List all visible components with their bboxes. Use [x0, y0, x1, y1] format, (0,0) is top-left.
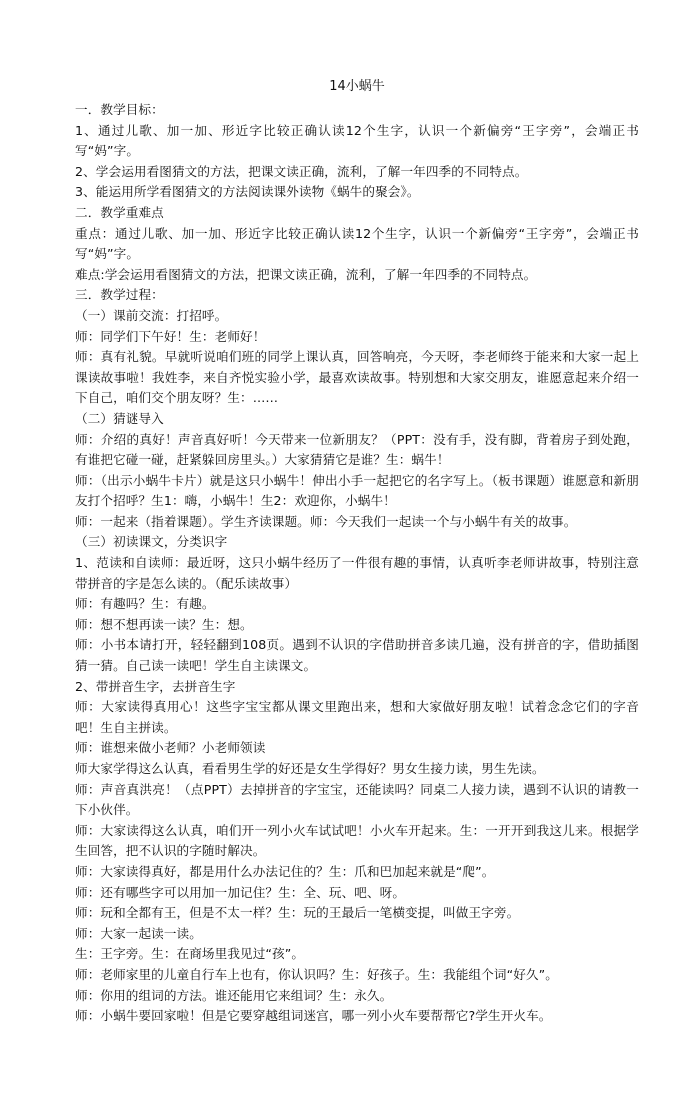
- paragraph: 师：真有礼貌。早就听说咱们班的同学上课认真，回答响亮，今天呀，李老师终于能来和大家一起上课读故事啦！我姓李，来自齐悦实验小学，最喜欢读故事。特别想和大家交朋友，谁愿意起来介绍一下自己，咱们交个朋友呀？生：……: [75, 349, 639, 406]
- paragraph: 1、通过儿歌、加一加、形近字比较正确认读12个生字，认识一个新偏旁“王字旁”，会端正书写“妈”字。: [75, 122, 639, 159]
- paragraph: （一）课前交流：打招呼。: [75, 307, 228, 323]
- paragraph: 1、范读和自读师：最近呀，这只小蜗牛经历了一件很有趣的事情，认真听李老师讲故事，特别注意带拼音的字是怎么读的。（配乐读故事）: [75, 555, 639, 591]
- paragraph: 2、带拼音生字，去拼音生字: [75, 678, 236, 694]
- paragraph: 2、学会运用看图猜文的方法，把课文读正确，流利，了解一年四季的不同特点。: [75, 163, 528, 179]
- paragraph: 师：还有哪些字可以用加一加记住？生：全、玩、吧、呀。: [75, 884, 406, 900]
- paragraph: 师：大家读得真好，都是用什么办法记住的？生：爪和巴加起来就是“爬”。: [75, 863, 495, 879]
- paragraph: 师：有趣吗？生：有趣。: [75, 596, 215, 612]
- document-title: 14小蜗牛: [329, 79, 385, 94]
- paragraph: 师：老师家里的儿童自行车上也有，你认识吗？生：好孩子。生：我能组个词“好久”。: [75, 966, 558, 982]
- paragraph: 二．教学重难点: [75, 204, 164, 220]
- paragraph: 生：王字旁。生：在商场里我见过“孩”。: [75, 946, 305, 962]
- paragraph: 师：玩和全都有王，但是不太一样？生：玩的王最后一笔横变提，叫做王字旁。: [75, 905, 520, 921]
- paragraph: 师：大家读得真用心！这些字宝宝都从课文里跑出来，想和大家做好朋友啦！试着念念它们的字音吧！生自主拼读。: [75, 699, 639, 735]
- paragraph: 师：一起来（指着课题）。学生齐读课题。师：今天我们一起读一个与小蜗牛有关的故事。: [75, 513, 577, 529]
- paragraph: 师：想不想再读一读？生：想。: [75, 616, 253, 632]
- paragraph: 师：大家读得这么认真，咱们开一列小火车试试吧！小火车开起来。生：一开开到我这儿来。根据学生回答，把不认识的字随时解决。: [75, 822, 639, 859]
- paragraph: （三）初读课文，分类识字: [75, 534, 228, 550]
- paragraph: 师：大家一起读一读。: [75, 925, 202, 941]
- paragraph: 师：小书本请打开，轻轻翻到108页。遇到不认识的字借助拼音多读几遍，没有拼音的字，借助插图猜一猜。自己读一读吧！学生自主读课文。: [75, 637, 639, 674]
- paragraph: 3、能运用所学看图猜文的方法阅读课外读物《蜗牛的聚会》。: [75, 184, 420, 200]
- paragraph: 难点:学会运用看图猜文的方法，把课文读正确，流利，了解一年四季的不同特点。: [75, 266, 537, 282]
- paragraph: 师：你用的组词的方法。谁还能用它来组词？生：永久。: [75, 987, 393, 1003]
- paragraph: 重点：通过儿歌、加一加、形近字比较正确认读12个生字，认识一个新偏旁“王字旁”，会端正书写“妈”字。: [75, 225, 639, 262]
- paragraph: 师：声音真洪亮！（点PPT）去掉拼音的字宝宝，还能读吗？同桌二人接力读，遇到不认识的请教一下小伙伴。: [75, 781, 639, 818]
- paragraph: 三．教学过程：: [75, 287, 164, 303]
- paragraph: 师：（出示小蜗牛卡片）就是这只小蜗牛！伸出小手一起把它的名字写上。（板书课题）谁愿意和新朋友打个招呼？生1：嗨，小蜗牛！生2：欢迎你，小蜗牛！: [75, 472, 639, 509]
- paragraph: 师：介绍的真好！声音真好听！今天带来一位新朋友？（PPT：没有手，没有脚，背着房子到处跑，有谁把它碰一碰，赶紧躲回房里头。）大家猜猜它是谁？生：蜗牛！: [75, 431, 639, 468]
- paragraph: （二）猜谜导入: [75, 410, 164, 426]
- paragraph: 一．教学目标：: [75, 102, 164, 117]
- paragraph: 师：谁想来做小老师？小老师领读: [75, 740, 266, 756]
- paragraph: 师：小蜗牛要回家啦！但是它要穿越组词迷宫，哪一列小火车要帮帮它?学生开火车。: [75, 1008, 552, 1024]
- paragraph: 师：同学们下午好！生：老师好！: [75, 328, 266, 344]
- paragraph: 师大家学得这么认真，看看男生学的好还是女生学得好？男女生接力读，男生先读。: [75, 761, 545, 776]
- document-body: [75, 100, 639, 1027]
